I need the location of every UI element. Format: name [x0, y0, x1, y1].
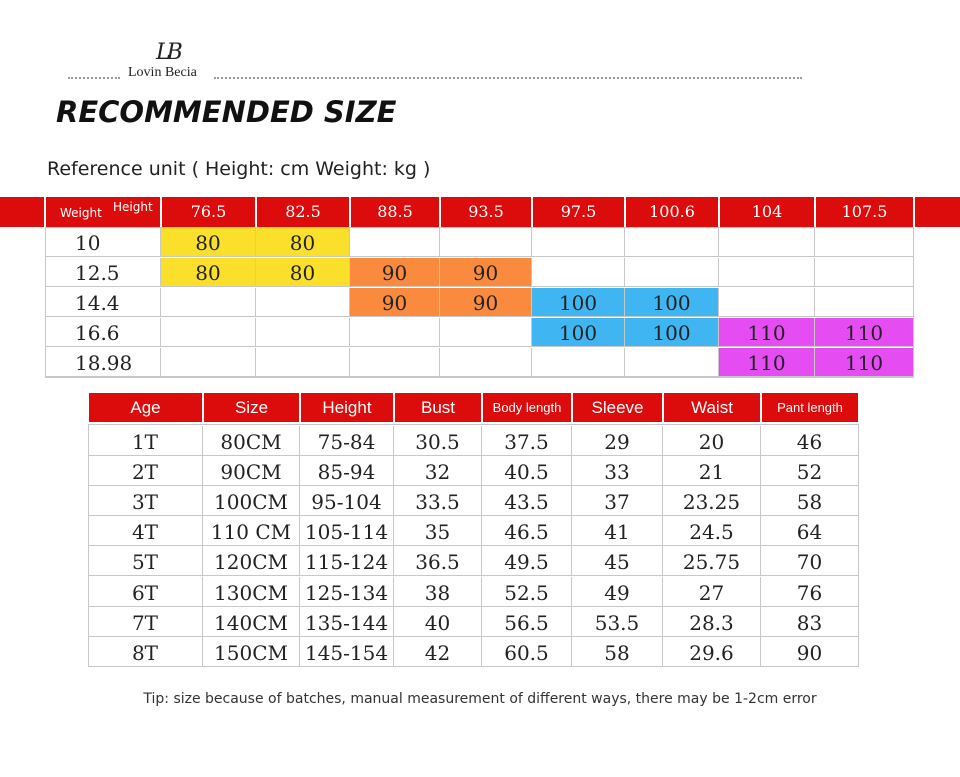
pant-length-cell: 83	[761, 607, 859, 637]
size-value: 80	[195, 231, 221, 255]
header-separator	[913, 197, 915, 227]
size-row	[88, 426, 859, 456]
empty-cell	[815, 258, 914, 287]
height-cell: 75-84	[300, 426, 394, 456]
size-value: 90	[381, 261, 408, 285]
size-cell: 140CM	[203, 607, 300, 637]
waist-cell: 28.3	[663, 607, 761, 637]
body-length-cell: 37.5	[482, 426, 572, 456]
weight-value: 18.98	[75, 351, 133, 375]
header-separator	[255, 197, 257, 227]
height-cell: 145-154	[300, 637, 394, 667]
pant-length-cell: 90	[761, 637, 859, 667]
size-value: 80	[289, 261, 316, 285]
bust-cell: 30.5	[394, 426, 482, 456]
tip-note: Tip: size because of batches, manual measurement of different ways, there may be 1-2cm error	[143, 691, 817, 707]
waist-cell: 27	[663, 577, 761, 607]
age-cell: 6T	[88, 577, 203, 607]
waist-cell: 20	[663, 426, 761, 456]
bust-cell: 33.5	[394, 486, 482, 516]
empty-cell	[350, 228, 440, 257]
body-length-cell: 60.5	[482, 637, 572, 667]
header-height: Height	[301, 393, 393, 422]
size-100-cell	[625, 318, 719, 347]
pant-length-cell: 76	[761, 577, 859, 607]
age-cell: 8T	[88, 637, 203, 667]
size-value: 90	[381, 291, 408, 315]
size-100-cell	[625, 288, 719, 317]
weight-cell	[45, 318, 161, 347]
pant-length-cell: 64	[761, 516, 859, 546]
weight-row	[45, 288, 914, 318]
reference-unit-note: Reference unit ( Height: cm Weight: kg )	[47, 158, 431, 180]
empty-cell	[815, 228, 914, 257]
empty-cell	[625, 348, 719, 377]
age-cell: 2T	[88, 456, 203, 486]
brand-logo-mark: LB	[156, 40, 179, 65]
height-cell: 105-114	[300, 516, 394, 546]
empty-cell	[161, 348, 256, 377]
header-pant-length: Pant length	[762, 393, 858, 422]
height-header-cell: 104	[751, 202, 783, 221]
weight-cell	[45, 348, 161, 377]
weight-value: 14.4	[75, 291, 120, 315]
empty-cell	[161, 288, 256, 317]
waist-cell: 29.6	[663, 637, 761, 667]
corner-height-label: Height	[113, 200, 153, 214]
body-length-cell: 46.5	[482, 516, 572, 546]
size-cell: 110 CM	[203, 516, 300, 546]
body-length-cell: 52.5	[482, 577, 572, 607]
height-cell: 135-144	[300, 607, 394, 637]
age-cell: 3T	[88, 486, 203, 516]
height-cell: 85-94	[300, 456, 394, 486]
pant-length-cell: 70	[761, 546, 859, 576]
header-separator	[439, 197, 441, 227]
size-value: 80	[195, 261, 221, 285]
brand-name: Lovin Becia	[128, 65, 197, 80]
height-header-cell: 76.5	[190, 202, 227, 221]
header-waist: Waist	[664, 393, 760, 422]
size-value: 110	[844, 351, 884, 375]
weight-row	[45, 348, 914, 378]
size-value: 100	[558, 321, 598, 345]
empty-cell	[350, 348, 440, 377]
size-row	[88, 456, 859, 486]
header-sleeve: Sleeve	[573, 393, 662, 422]
empty-cell	[532, 228, 625, 257]
header-separator	[349, 197, 351, 227]
sleeve-cell: 53.5	[572, 607, 663, 637]
pant-length-cell: 58	[761, 486, 859, 516]
height-cell: 95-104	[300, 486, 394, 516]
sleeve-cell: 49	[572, 577, 663, 607]
body-length-cell: 56.5	[482, 607, 572, 637]
weight-value: 10	[75, 231, 101, 255]
empty-cell	[440, 318, 532, 347]
size-110-cell	[815, 318, 914, 347]
height-header-cell: 107.5	[841, 202, 888, 221]
empty-cell	[256, 288, 350, 317]
header-size: Size	[204, 393, 299, 422]
empty-cell	[815, 288, 914, 317]
size-value: 110	[747, 321, 786, 345]
age-cell: 5T	[88, 546, 203, 576]
empty-cell	[532, 258, 625, 287]
weight-value: 16.6	[75, 321, 120, 345]
size-value: 90	[472, 261, 499, 285]
weight-value: 12.5	[75, 261, 120, 285]
size-value: 90	[472, 291, 499, 315]
height-cell: 115-124	[300, 546, 394, 576]
header-separator	[44, 197, 46, 227]
header-separator	[718, 197, 720, 227]
header-body-length: Body length	[483, 393, 571, 422]
size-80-cell	[256, 228, 350, 257]
height-header-cell: 88.5	[377, 202, 413, 221]
age-cell: 4T	[88, 516, 203, 546]
sleeve-cell: 33	[572, 456, 663, 486]
height-header-cell: 82.5	[285, 202, 321, 221]
corner-weight-label: Weight	[60, 206, 102, 220]
body-length-cell: 43.5	[482, 486, 572, 516]
empty-cell	[532, 348, 625, 377]
size-value: 110	[747, 351, 786, 375]
bust-cell: 36.5	[394, 546, 482, 576]
size-80-cell	[256, 258, 350, 287]
sleeve-cell: 29	[572, 426, 663, 456]
dotted-divider-left	[68, 77, 120, 79]
sleeve-cell: 58	[572, 637, 663, 667]
size-110-cell	[815, 348, 914, 377]
header-separator	[531, 197, 533, 227]
size-90-cell	[350, 288, 440, 317]
page-title: RECOMMENDED SIZE	[56, 95, 397, 129]
size-row	[88, 516, 859, 546]
bust-cell: 40	[394, 607, 482, 637]
empty-cell	[256, 348, 350, 377]
size-90-cell	[350, 258, 440, 287]
size-value: 100	[652, 321, 691, 345]
weight-cell	[45, 288, 161, 317]
weight-row	[45, 258, 914, 288]
size-value: 110	[844, 321, 884, 345]
bust-cell: 32	[394, 456, 482, 486]
empty-cell	[350, 318, 440, 347]
size-value: 100	[558, 291, 598, 315]
header-separator	[814, 197, 816, 227]
empty-cell	[719, 258, 815, 287]
size-cell: 90CM	[203, 456, 300, 486]
empty-cell	[256, 318, 350, 347]
dotted-divider-right	[214, 77, 802, 79]
height-header-cell: 97.5	[560, 202, 597, 221]
pant-length-cell: 52	[761, 456, 859, 486]
height-cell: 125-134	[300, 577, 394, 607]
size-cell: 100CM	[203, 486, 300, 516]
size-110-cell	[719, 348, 815, 377]
waist-cell: 21	[663, 456, 761, 486]
weight-cell	[45, 258, 161, 287]
weight-row	[45, 318, 914, 348]
size-cell: 80CM	[203, 426, 300, 456]
size-100-cell	[532, 318, 625, 347]
size-90-cell	[440, 288, 532, 317]
empty-cell	[625, 228, 719, 257]
sleeve-cell: 41	[572, 516, 663, 546]
size-100-cell	[532, 288, 625, 317]
size-cell: 150CM	[203, 637, 300, 667]
sleeve-cell: 37	[572, 486, 663, 516]
pant-length-cell: 46	[761, 426, 859, 456]
waist-cell: 24.5	[663, 516, 761, 546]
body-length-cell: 40.5	[482, 456, 572, 486]
size-row	[88, 607, 859, 637]
header-separator	[160, 197, 162, 227]
height-header-cell: 93.5	[468, 202, 504, 221]
bust-cell: 35	[394, 516, 482, 546]
size-row	[88, 577, 859, 607]
header-bust: Bust	[395, 393, 481, 422]
size-row	[88, 486, 859, 516]
size-cell: 120CM	[203, 546, 300, 576]
size-table-header	[88, 393, 859, 423]
empty-cell	[719, 228, 815, 257]
size-110-cell	[719, 318, 815, 347]
size-80-cell	[161, 228, 256, 257]
size-80-cell	[161, 258, 256, 287]
size-row	[88, 637, 859, 667]
age-cell: 1T	[88, 426, 203, 456]
bust-cell: 42	[394, 637, 482, 667]
body-length-cell: 49.5	[482, 546, 572, 576]
waist-cell: 23.25	[663, 486, 761, 516]
header-age: Age	[89, 393, 202, 422]
empty-cell	[440, 228, 532, 257]
size-value: 80	[289, 231, 316, 255]
bust-cell: 38	[394, 577, 482, 607]
size-value: 100	[652, 291, 691, 315]
empty-cell	[625, 258, 719, 287]
weight-row	[45, 228, 914, 258]
age-cell: 7T	[88, 607, 203, 637]
empty-cell	[440, 348, 532, 377]
size-90-cell	[440, 258, 532, 287]
empty-cell	[719, 288, 815, 317]
header-separator	[624, 197, 626, 227]
sleeve-cell: 45	[572, 546, 663, 576]
size-cell: 130CM	[203, 577, 300, 607]
waist-cell: 25.75	[663, 546, 761, 576]
weight-cell	[45, 228, 161, 257]
size-row	[88, 546, 859, 576]
empty-cell	[161, 318, 256, 347]
height-header-cell: 100.6	[649, 202, 695, 221]
